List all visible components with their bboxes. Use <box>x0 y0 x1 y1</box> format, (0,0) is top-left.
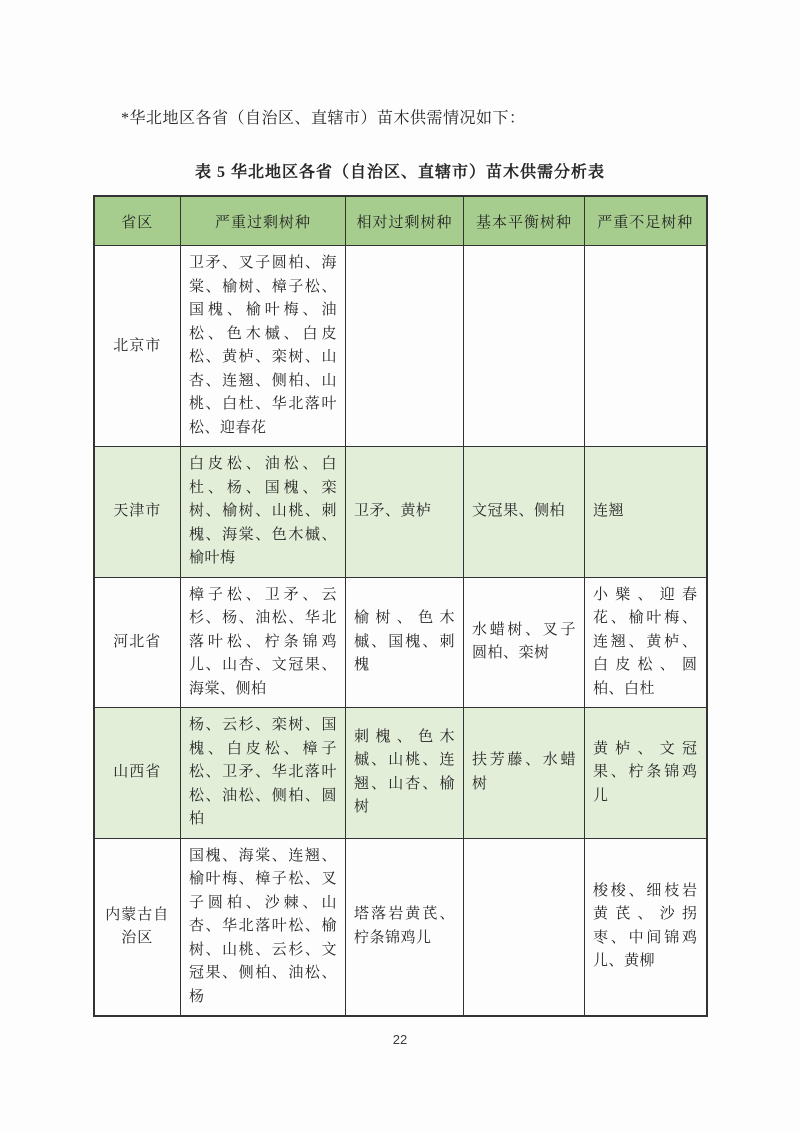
province-cell: 内蒙古自治区 <box>94 838 181 1016</box>
table-row-hebei <box>94 577 707 708</box>
relative-surplus-cell <box>346 246 464 447</box>
balanced-cell: 文冠果、侧柏 <box>464 447 585 578</box>
header-cell-severe-shortage: 严重不足树种 <box>585 196 707 246</box>
table-row-tianjin <box>94 447 707 578</box>
relative-surplus-cell: 塔落岩黄芪、柠条锦鸡儿 <box>346 838 464 1016</box>
table-header-row <box>94 196 707 246</box>
intro-paragraph: *华北地区各省（自治区、直辖市）苗木供需情况如下： <box>121 110 526 127</box>
header-cell-province: 省区 <box>94 196 181 246</box>
balanced-cell <box>464 838 585 1016</box>
table-row-shanxi <box>94 708 707 839</box>
relative-surplus-cell: 刺槐、色木槭、山桃、连翘、山杏、榆树 <box>346 708 464 839</box>
balanced-cell: 水蜡树、叉子圆柏、栾树 <box>464 577 585 708</box>
header-cell-relative-surplus: 相对过剩树种 <box>346 196 464 246</box>
relative-surplus-cell: 榆树、色木槭、国槐、刺槐 <box>346 577 464 708</box>
page-number: 22 <box>392 1032 408 1047</box>
table-row-neimenggu <box>94 838 707 1016</box>
severe-surplus-cell: 国槐、海棠、连翘、榆叶梅、樟子松、叉子圆柏、沙棘、山杏、华北落叶松、榆树、山桃、云杉、文冠果、侧柏、油松、杨 <box>181 838 346 1016</box>
table-caption: 表 5 华北地区各省（自治区、直辖市）苗木供需分析表 <box>194 164 605 181</box>
severe-shortage-cell: 梭梭、细枝岩黄芪、沙拐枣、中间锦鸡儿、黄柳 <box>585 838 707 1016</box>
severe-shortage-cell: 小檗、迎春花、榆叶梅、连翘、黄栌、白皮松、圆柏、白杜 <box>585 577 707 708</box>
table-row-beijing <box>94 246 707 447</box>
province-cell: 北京市 <box>94 246 181 447</box>
balanced-cell <box>464 246 585 447</box>
header-cell-severe-surplus: 严重过剩树种 <box>181 196 346 246</box>
severe-shortage-cell: 黄栌、文冠果、柠条锦鸡儿 <box>585 708 707 839</box>
severe-shortage-cell: 连翘 <box>585 447 707 578</box>
seedling-supply-demand-table <box>93 195 708 1017</box>
province-cell: 山西省 <box>94 708 181 839</box>
relative-surplus-cell: 卫矛、黄栌 <box>346 447 464 578</box>
severe-surplus-cell: 樟子松、卫矛、云杉、杨、油松、华北落叶松、柠条锦鸡儿、山杏、文冠果、海棠、侧柏 <box>181 577 346 708</box>
severe-shortage-cell <box>585 246 707 447</box>
severe-surplus-cell: 杨、云杉、栾树、国槐、白皮松、樟子松、卫矛、华北落叶松、油松、侧柏、圆柏 <box>181 708 346 839</box>
header-cell-balanced: 基本平衡树种 <box>464 196 585 246</box>
severe-surplus-cell: 白皮松、油松、白杜、杨、国槐、栾树、榆树、山桃、刺槐、海棠、色木槭、榆叶梅 <box>181 447 346 578</box>
province-cell: 河北省 <box>94 577 181 708</box>
province-cell: 天津市 <box>94 447 181 578</box>
balanced-cell: 扶芳藤、水蜡树 <box>464 708 585 839</box>
severe-surplus-cell: 卫矛、叉子圆柏、海棠、榆树、樟子松、国槐、榆叶梅、油松、色木槭、白皮松、黄栌、栾树、山杏、连翘、侧柏、山桃、白杜、华北落叶松、迎春花 <box>181 246 346 447</box>
